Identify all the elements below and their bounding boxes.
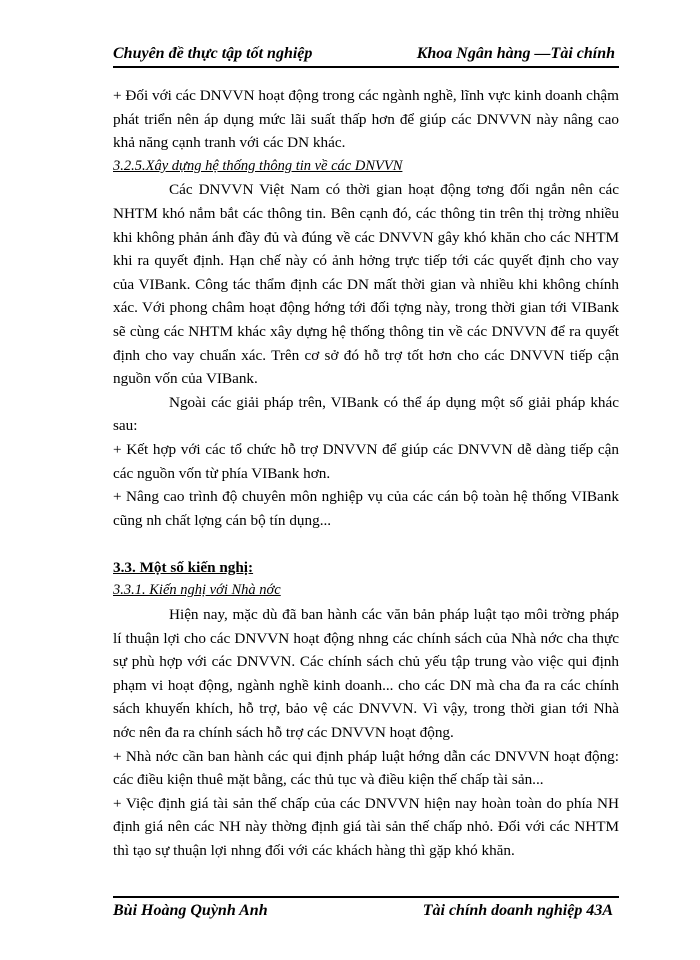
paragraph-state-policy: Hiện nay, mặc dù đã ban hành các văn bản pháp luật tạo môi trờng pháp lí thuận lợi cho các DNVVN hoạt động nhng các chính sách của Nhà nớc cha thực sự phù hợp với các DNVVN. Các chính sách chủ yếu tập trung vào việc qui định phạm vi hoạt động, ngành nghề kinh doanh... cho các DN mà cha đa ra các chính sách khuyến khích, hỗ trợ, bảo vệ các DNVVN. Vì vậy, trong thời gian tới Nhà nớc nên đa ra chính sách hỗ trợ các DNVVN hoạt động. xyxy=(113,606,619,742)
paragraph-state-regulations: + Nhà nớc cần ban hành các qui định pháp luật hớng dẫn các DNVVN hoạt động: các điều kiện thuê mặt bằng, các thủ tục và điều kiện thế chấp tài sản... xyxy=(113,747,619,789)
page-header xyxy=(113,42,619,68)
heading-3-2-5: 3.2.5.Xây dựng hệ thống thông tin về các DNVVN xyxy=(113,157,403,174)
paragraph-gap xyxy=(113,532,619,556)
paragraph-collateral-valuation: + Việc định giá tài sản thế chấp của các DNVVN hiện nay hoàn toàn do phía NH định giá nên các NH này thờng định giá tài sản thế chấp nhỏ. Đối với các NHTM thì tạo sự thuận lợi nhng đối với các khách hàng thì gặp khó khăn. xyxy=(113,794,619,859)
paragraph-interest-rate: + Đối với các DNVVN hoạt động trong các ngành nghề, lĩnh vực kinh doanh chậm phát triển nên áp dụng mức lãi suất thấp hơn để giúp các DNVVN này nâng cao khả năng cạnh tranh với các DN khác. xyxy=(113,87,619,152)
paragraph-information-system: Các DNVVN Việt Nam có thời gian hoạt động tơng đối ngắn nên các NHTM khó nắm bắt các thông tin. Bên cạnh đó, các thông tin trên thị trờng nhiều khi không phản ánh đầy đủ và đúng về các DNVVN gây khó khăn cho các NHTM khi ra quyết định. Hạn chế này có ảnh hởng trực tiếp tới các quyết định cho vay của VIBank. Công tác thẩm định các DN mất thời gian và nhiều khi không chính xác. Với phong châm hoạt động hớng tới đối tợng này, trong thời gian tới VIBank sẽ cùng các NHTM khác xây dựng hệ thống thông tin về các DNVVN để ra quyết định cho vay chuẩn xác. Trên cơ sở đó hỗ trợ tốt hơn cho các DNVVN tiếp cận nguồn vốn của VIBank. xyxy=(113,181,619,388)
header-left-title: Chuyên đề thực tập tốt nghiệp xyxy=(113,45,313,62)
heading-3-3: 3.3. Một số kiến nghị: xyxy=(113,558,254,576)
paragraph-improve-staff: + Nâng cao trình độ chuyên môn nghiệp vụ của các cán bộ toàn hệ thống VIBank cũng nh chất lợng cán bộ tín dụng... xyxy=(113,488,619,529)
header-right-title: Khoa Ngân hàng —Tài chính xyxy=(416,45,615,62)
footer-class: Tài chính doanh nghiệp 43A xyxy=(422,902,613,919)
page-footer xyxy=(113,896,619,920)
paragraph-other-solutions: Ngoài các giải pháp trên, VIBank có thể áp dụng một số giải pháp khác sau: xyxy=(113,393,619,435)
heading-3-3-1: 3.3.1. Kiến nghị với Nhà nớc xyxy=(113,582,281,599)
document-body xyxy=(113,84,619,863)
paragraph-cooperate-support-orgs: + Kết hợp với các tổ chức hỗ trợ DNVVN để giúp các DNVVN dễ dàng tiếp cận các nguồn vốn từ phía VIBank hơn. xyxy=(113,440,619,482)
footer-author: Bùi Hoàng Quỳnh Anh xyxy=(113,902,268,919)
